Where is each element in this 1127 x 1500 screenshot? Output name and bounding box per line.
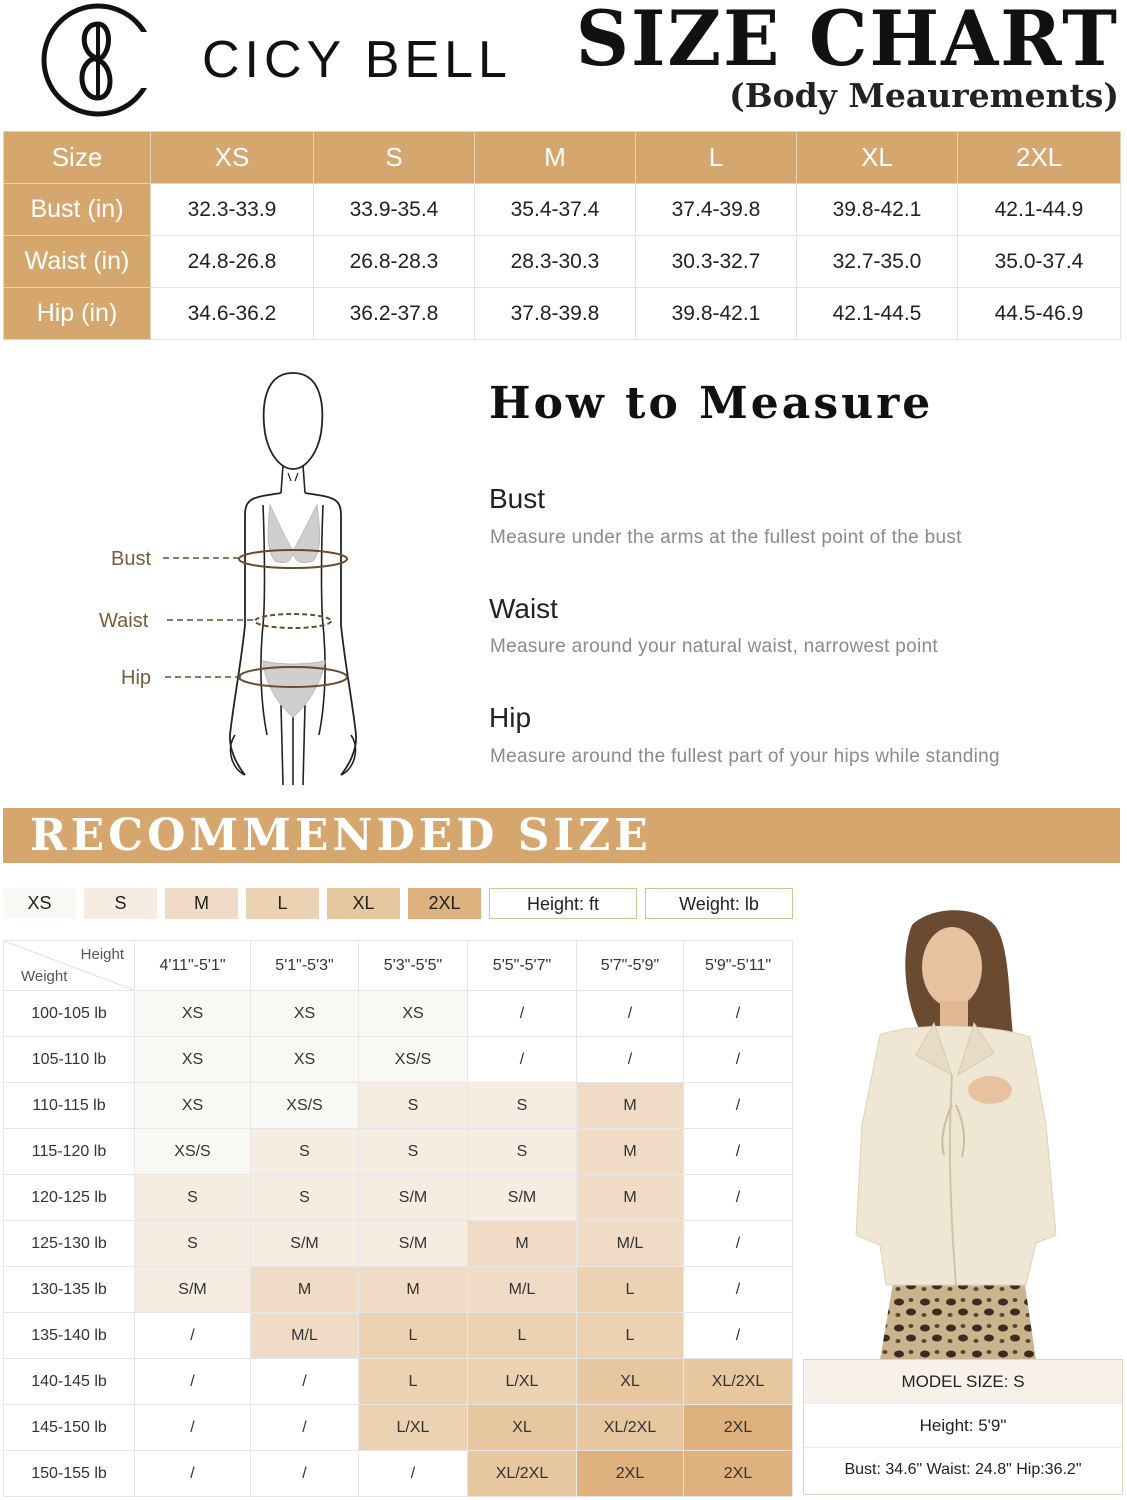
recommendation-cell: M/L xyxy=(251,1313,359,1359)
table-row xyxy=(4,1267,793,1313)
table-cell: 32.3-33.9 xyxy=(151,184,314,236)
table-cell: 34.6-36.2 xyxy=(151,288,314,340)
weight-label: 105-110 lb xyxy=(4,1037,135,1083)
size-header-cell: L xyxy=(636,132,797,184)
table-row xyxy=(4,1083,793,1129)
recommendation-cell: S xyxy=(359,1129,468,1175)
table-cell: 42.1-44.9 xyxy=(958,184,1121,236)
table-cell: 36.2-37.8 xyxy=(314,288,475,340)
height-header-cell: 5'9"-5'11" xyxy=(684,941,793,991)
recommendation-cell: M xyxy=(577,1083,684,1129)
measure-desc-hip: Measure around the fullest part of your hips while standing xyxy=(490,746,1000,767)
table-cell: 39.8-42.1 xyxy=(797,184,958,236)
recommendation-cell: M xyxy=(251,1267,359,1313)
recommendation-cell: XS xyxy=(359,991,468,1037)
recommendation-cell: / xyxy=(135,1405,251,1451)
recommendation-cell: / xyxy=(684,1267,793,1313)
brand-name: CICY BELL xyxy=(202,31,512,89)
recommendation-cell: XS/S xyxy=(359,1037,468,1083)
model-size: MODEL SIZE: S xyxy=(804,1360,1122,1404)
recommendation-cell: S/M xyxy=(135,1267,251,1313)
recommendation-cell: / xyxy=(359,1451,468,1497)
page-title: SIZE CHART xyxy=(575,0,1119,83)
legend-height-unit: Height: ft xyxy=(489,888,637,919)
recommendation-cell: S/M xyxy=(251,1221,359,1267)
legend-swatch-s: S xyxy=(84,888,157,919)
model-photo xyxy=(840,905,1080,1360)
recommendation-cell: M xyxy=(577,1129,684,1175)
weight-label: 100-105 lb xyxy=(4,991,135,1037)
how-to-measure-title: How to Measure xyxy=(489,378,934,429)
recommendation-cell: S xyxy=(468,1083,577,1129)
recommendation-cell: / xyxy=(251,1451,359,1497)
recommendation-cell: / xyxy=(684,1175,793,1221)
model-measurements: Bust: 34.6" Waist: 24.8" Hip:36.2" xyxy=(844,1461,1082,1478)
recommendation-cell: / xyxy=(251,1405,359,1451)
recommendation-cell: M xyxy=(468,1221,577,1267)
table-cell: 28.3-30.3 xyxy=(475,236,636,288)
recommendation-cell: / xyxy=(468,1037,577,1083)
recommendation-cell: L/XL xyxy=(359,1405,468,1451)
measure-desc-bust: Measure under the arms at the fullest point of the bust xyxy=(490,527,962,548)
recommendation-cell: XL/2XL xyxy=(577,1405,684,1451)
brand-logo-icon xyxy=(40,2,156,118)
weight-label: 110-115 lb xyxy=(4,1083,135,1129)
legend-swatch-l: L xyxy=(246,888,319,919)
legend-swatch-2xl: 2XL xyxy=(408,888,481,919)
recommendation-cell: S xyxy=(251,1129,359,1175)
recommendation-cell: L xyxy=(577,1313,684,1359)
table-row xyxy=(4,1037,793,1083)
size-table xyxy=(3,131,1121,340)
figure-label-hip: Hip xyxy=(121,667,152,689)
recommendation-cell: / xyxy=(684,1313,793,1359)
recommendation-cell: M/L xyxy=(577,1221,684,1267)
size-header-cell: XS xyxy=(151,132,314,184)
recommendation-cell: S/M xyxy=(359,1221,468,1267)
table-cell: 24.8-26.8 xyxy=(151,236,314,288)
recommendation-cell: XS xyxy=(135,991,251,1037)
table-cell: 30.3-32.7 xyxy=(636,236,797,288)
row-label: Bust (in) xyxy=(4,184,151,236)
weight-label: 140-145 lb xyxy=(4,1359,135,1405)
recommendation-cell: 2XL xyxy=(684,1405,793,1451)
page-subtitle: (Body Meaurements) xyxy=(729,76,1119,115)
recommendation-cell: 2XL xyxy=(577,1451,684,1497)
recommendation-cell: L xyxy=(468,1313,577,1359)
recommendation-cell: M/L xyxy=(468,1267,577,1313)
recommendation-cell: / xyxy=(577,1037,684,1083)
table-row xyxy=(4,288,1121,340)
height-header-row xyxy=(4,941,793,991)
size-header-row xyxy=(4,132,1121,184)
table-row xyxy=(4,1405,793,1451)
table-row xyxy=(4,991,793,1037)
corner-weight-label: Weight xyxy=(21,968,68,985)
weight-label: 145-150 lb xyxy=(4,1405,135,1451)
recommendation-cell: / xyxy=(135,1451,251,1497)
measure-desc-waist: Measure around your natural waist, narrowest point xyxy=(490,636,939,657)
recommendation-cell: S xyxy=(135,1221,251,1267)
measure-heading-waist: Waist xyxy=(489,593,558,624)
table-cell: 33.9-35.4 xyxy=(314,184,475,236)
figure-label-bust: Bust xyxy=(111,548,152,570)
weight-label: 135-140 lb xyxy=(4,1313,135,1359)
legend-swatch-xs: XS xyxy=(3,888,76,919)
recommendation-cell: XS/S xyxy=(135,1129,251,1175)
measure-heading-bust: Bust xyxy=(489,483,546,514)
recommendation-cell: XL/2XL xyxy=(468,1451,577,1497)
weight-label: 150-155 lb xyxy=(4,1451,135,1497)
recommendation-cell: L xyxy=(359,1313,468,1359)
legend-swatch-m: M xyxy=(165,888,238,919)
size-header-cell: 2XL xyxy=(958,132,1121,184)
height-header-cell: 5'5"-5'7" xyxy=(468,941,577,991)
model-info-box xyxy=(803,1359,1123,1495)
recommendation-cell: / xyxy=(684,1129,793,1175)
table-row xyxy=(4,1313,793,1359)
recommendation-cell: / xyxy=(684,1083,793,1129)
table-cell: 37.8-39.8 xyxy=(475,288,636,340)
recommendation-cell: XS xyxy=(135,1037,251,1083)
weight-label: 115-120 lb xyxy=(4,1129,135,1175)
recommendation-cell: S xyxy=(135,1175,251,1221)
row-label: Waist (in) xyxy=(4,236,151,288)
size-header-cell: M xyxy=(475,132,636,184)
table-cell: 39.8-42.1 xyxy=(636,288,797,340)
table-row xyxy=(4,236,1121,288)
size-header-cell: XL xyxy=(797,132,958,184)
recommendation-cell: XS/S xyxy=(251,1083,359,1129)
height-header-cell: 5'1"-5'3" xyxy=(251,941,359,991)
table-corner xyxy=(4,941,135,991)
table-cell: 35.4-37.4 xyxy=(475,184,636,236)
size-header-cell: S xyxy=(314,132,475,184)
weight-label: 120-125 lb xyxy=(4,1175,135,1221)
recommendation-cell: 2XL xyxy=(684,1451,793,1497)
recommendation-table xyxy=(3,940,793,1497)
recommendation-cell: S xyxy=(359,1083,468,1129)
recommendation-cell: L/XL xyxy=(468,1359,577,1405)
recommendation-cell: XL xyxy=(577,1359,684,1405)
size-corner-cell: Size xyxy=(4,132,151,184)
recommendation-cell: / xyxy=(135,1359,251,1405)
weight-label: 130-135 lb xyxy=(4,1267,135,1313)
recommendation-cell: / xyxy=(684,991,793,1037)
table-cell: 26.8-28.3 xyxy=(314,236,475,288)
corner-height-label: Height xyxy=(80,946,124,963)
table-cell: 44.5-46.9 xyxy=(958,288,1121,340)
recommendation-cell: / xyxy=(251,1359,359,1405)
legend-swatch-xl: XL xyxy=(327,888,400,919)
recommendation-cell: XS xyxy=(251,1037,359,1083)
height-header-cell: 5'3"-5'5" xyxy=(359,941,468,991)
recommendation-cell: / xyxy=(684,1037,793,1083)
table-cell: 35.0-37.4 xyxy=(958,236,1121,288)
recommended-size-banner xyxy=(3,808,1120,863)
recommendation-cell: L xyxy=(577,1267,684,1313)
table-cell: 32.7-35.0 xyxy=(797,236,958,288)
recommendation-cell: / xyxy=(135,1313,251,1359)
table-cell: 42.1-44.5 xyxy=(797,288,958,340)
model-height: Height: 5'9" xyxy=(804,1404,1122,1448)
measure-heading-hip: Hip xyxy=(489,702,532,733)
recommendation-cell: / xyxy=(577,991,684,1037)
figure-label-waist: Waist xyxy=(99,610,149,632)
banner-title: RECOMMENDED SIZE xyxy=(30,810,652,861)
legend-weight-unit: Weight: lb xyxy=(645,888,793,919)
recommendation-cell: / xyxy=(684,1221,793,1267)
table-row xyxy=(4,1221,793,1267)
table-row xyxy=(4,1451,793,1497)
recommendation-cell: L xyxy=(359,1359,468,1405)
recommendation-cell: M xyxy=(577,1175,684,1221)
recommendation-cell: XS xyxy=(135,1083,251,1129)
height-header-cell: 5'7"-5'9" xyxy=(577,941,684,991)
body-figure-illustration xyxy=(95,365,425,790)
recommendation-cell: S xyxy=(251,1175,359,1221)
recommendation-cell: XS xyxy=(251,991,359,1037)
recommendation-cell: / xyxy=(468,991,577,1037)
table-row xyxy=(4,1359,793,1405)
table-row xyxy=(4,184,1121,236)
row-label: Hip (in) xyxy=(4,288,151,340)
recommendation-cell: S xyxy=(468,1129,577,1175)
recommendation-cell: M xyxy=(359,1267,468,1313)
weight-label: 125-130 lb xyxy=(4,1221,135,1267)
recommendation-cell: S/M xyxy=(468,1175,577,1221)
recommendation-cell: XL/2XL xyxy=(684,1359,793,1405)
table-row xyxy=(4,1175,793,1221)
table-row xyxy=(4,1129,793,1175)
recommendation-cell: XL xyxy=(468,1405,577,1451)
table-cell: 37.4-39.8 xyxy=(636,184,797,236)
recommendation-cell: S/M xyxy=(359,1175,468,1221)
height-header-cell: 4'11"-5'1" xyxy=(135,941,251,991)
